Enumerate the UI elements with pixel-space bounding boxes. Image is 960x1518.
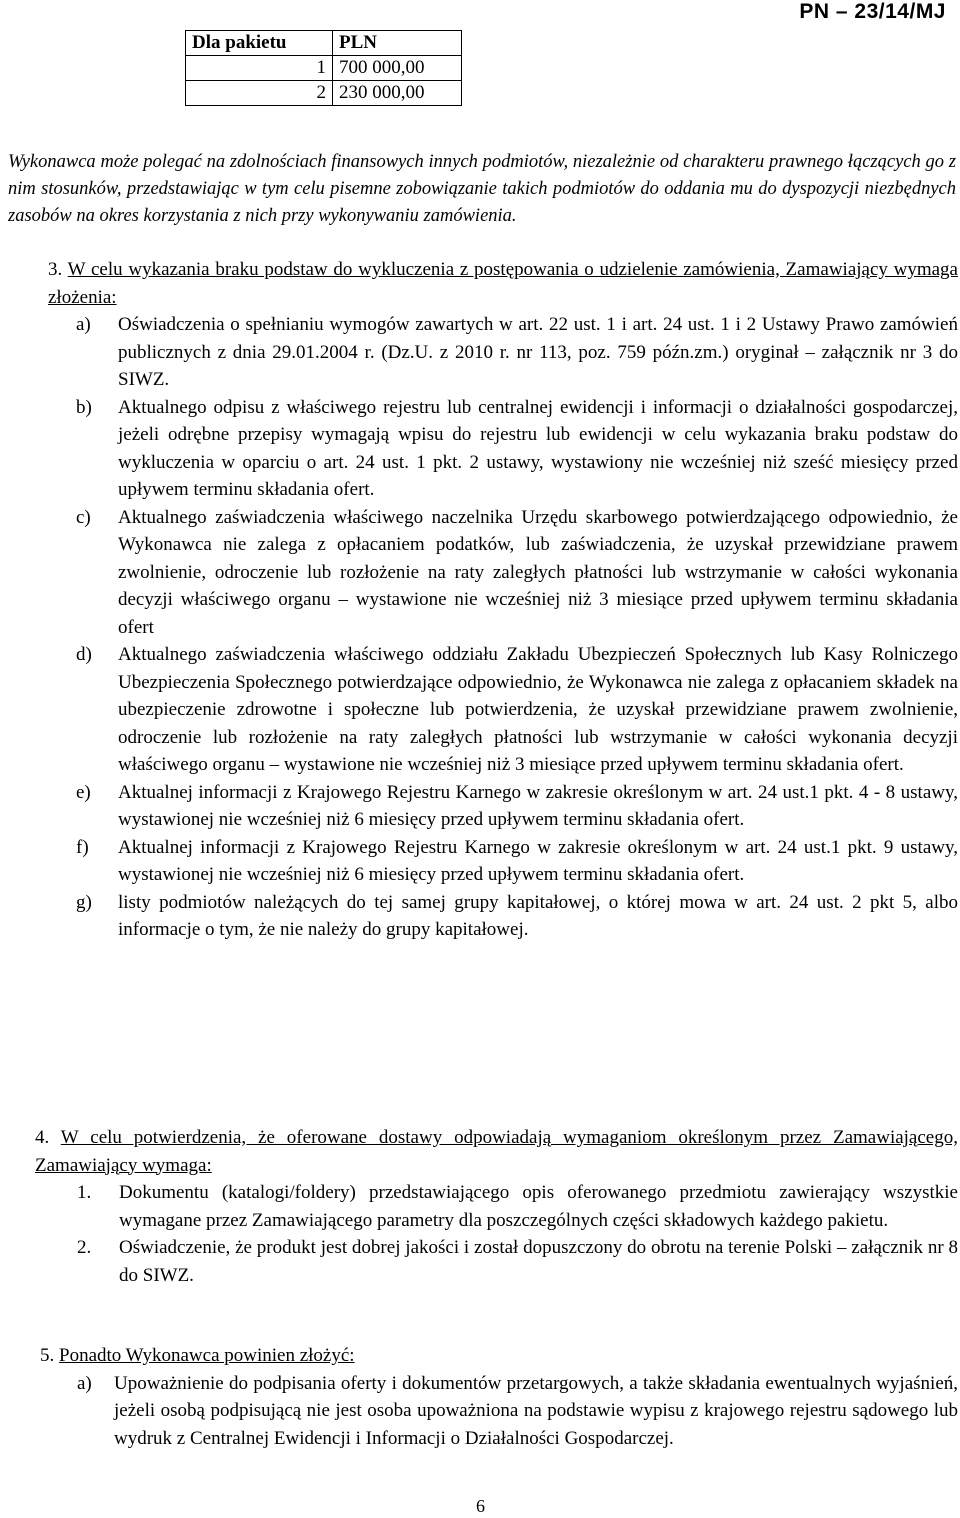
list-item: [77, 1179, 958, 1234]
list-item-label: a): [77, 1372, 92, 1394]
list-item-label: d): [76, 644, 92, 665]
section-4: [35, 1124, 958, 1289]
list-item-label: 1.: [77, 1182, 92, 1203]
page-number: 6: [476, 1496, 485, 1516]
list-item: [76, 641, 958, 779]
list-item-text: Oświadczenie, że produkt jest dobrej jakości i został dopuszczony do obrotu na terenie Polski – załącznik nr 8 do SIWZ.: [119, 1237, 958, 1286]
list-item: [77, 1370, 958, 1453]
list-item-label: g): [76, 891, 92, 913]
list-item: [77, 1234, 958, 1289]
list-item-text: Aktualnej informacji z Krajowego Rejestru Karnego w zakresie określonym w art. 24 ust.1 pkt. 4 - 8 ustawy, wystawionej nie wcześniej niż 6 miesięcy przed upływem terminu składania ofert.: [118, 781, 958, 830]
list-item-text: Aktualnego odpisu z właściwego rejestru lub centralnej ewidencji i informacji o działalności gospodarczej, jeżeli odrębne przepisy wymagają wpisu do rejestru lub ewidencji w celu wykazania braku podstaw do wykluczenia w oparciu o art. 24 ust. 1 pkt. 2 ustawy, wystawiony nie wcześniej niż sześć miesięcy przed upływem terminu składania ofert.: [118, 396, 958, 500]
section-5-heading-text: Ponadto Wykonawca powinien złożyć:: [59, 1345, 355, 1366]
table-cell-package: 2: [186, 81, 333, 106]
list-item-label: c): [76, 506, 91, 528]
document-code: PN – 23/14/MJ: [799, 0, 946, 23]
section-3: [48, 256, 958, 944]
table-cell-value: 230 000,00: [333, 81, 462, 106]
list-item-text: Oświadczenia o spełnianiu wymogów zawartych w art. 22 ust. 1 i art. 24 ust. 1 i 2 Ustawy Prawo zamówień publicznych z dnia 29.01.2004 r. (Dz.U. z 2010 r. nr 113, poz. 759 późn.zm.) oryginał – załącznik nr 3 do SIWZ.: [118, 314, 958, 390]
list-item-label: f): [76, 836, 89, 858]
list-item-text: Aktualnej informacji z Krajowego Rejestru Karnego w zakresie określonym w art. 24 ust.1 pkt. 9 ustawy, wystawionej nie wcześniej niż 6 miesięcy przed upływem terminu składania ofert.: [118, 836, 958, 885]
list-item-label: e): [76, 781, 91, 803]
section-5-number: 5.: [40, 1345, 55, 1366]
table-row: [186, 56, 462, 81]
list-item-text: Aktualnego zaświadczenia właściwego naczelnika Urzędu skarbowego potwierdzającego odpowiednio, że Wykonawca nie zalega z opłacaniem podatków, lub zaświadczenia, że uzyskał przewidziane prawem zwolnienie, odroczenie lub rozłożenie na raty zaległych płatności lub wstrzymanie w całości wykonania decyzji właściwego organu – wystawione nie wcześniej niż 3 miesiące przed upływem terminu składania ofert: [118, 506, 958, 638]
package-table: [185, 30, 462, 106]
table-cell-package: 1: [186, 56, 333, 81]
list-item-text: Upoważnienie do podpisania oferty i dokumentów przetargowych, a także składania ewentualnych wyjaśnień, jeżeli osobą podpisującą nie jest osoba upoważniona na podstawie wypisu z krajowego rejestru sądowego lub wydruk z Centralnej Ewidencji i Informacji o Działalności Gospodarczej.: [114, 1372, 958, 1449]
section-5-heading: [40, 1342, 958, 1370]
list-item: [76, 834, 958, 889]
table-row: [186, 81, 462, 106]
table-header-package: Dla pakietu: [186, 31, 333, 56]
list-item-label: 2.: [77, 1237, 92, 1258]
list-item: [76, 394, 958, 504]
list-item: [76, 311, 958, 394]
list-item-label: a): [76, 314, 91, 335]
list-item: [76, 889, 958, 944]
list-item: [76, 504, 958, 642]
list-item-text: listy podmiotów należących do tej samej grupy kapitałowej, o której mowa w art. 24 ust. 2 pkt 5, albo informacje o tym, że nie należy do grupy kapitałowej.: [118, 891, 958, 940]
section-5: [40, 1342, 958, 1452]
section-3-heading: [48, 256, 958, 311]
table-header-row: [186, 31, 462, 56]
section-4-heading-text: W celu potwierdzenia, że oferowane dostawy odpowiadają wymaganiom określonym przez Zamawiającego, Zamawiający wymaga:: [35, 1127, 958, 1176]
section-4-heading: [35, 1124, 958, 1179]
section-3-heading-text: W celu wykazania braku podstaw do wykluczenia z postępowania o udzielenie zamówienia, Zamawiający wymaga złożenia:: [48, 259, 958, 308]
table-header-pln: PLN: [333, 31, 462, 56]
list-item-label: b): [76, 396, 92, 418]
section-4-number: 4.: [35, 1127, 50, 1148]
list-item-text: Dokumentu (katalogi/foldery) przedstawiającego opis oferowanego przedmiotu zawierający wszystkie wymagane przez Zamawiającego parametry dla poszczególnych części składowych każdego pakietu.: [119, 1182, 958, 1231]
list-item-text: Aktualnego zaświadczenia właściwego oddziału Zakładu Ubezpieczeń Społecznych lub Kasy Rolniczego Ubezpieczenia Społecznego potwierdzające odpowiednio, że Wykonawca nie zalega z opłacaniem składek na ubezpieczenie zdrowotne i społeczne lub potwierdzenia, że uzyskał przewidziane prawem zwolnienie, odroczenie lub rozłożenie na raty zaległych płatności lub wstrzymanie w całości wykonania decyzji właściwego organu – wystawione nie wcześniej niż 3 miesiące przed upływem terminu składania ofert.: [118, 644, 958, 775]
intro-paragraph: Wykonawca może polegać na zdolnościach finansowych innych podmiotów, niezależnie od charakteru prawnego łączących go z nim stosunków, przedstawiając w tym celu pisemne zobowiązanie takich podmiotów do oddania mu do dyspozycji niezbędnych zasobów na okres korzystania z nich przy wykonywaniu zamówienia.: [8, 152, 956, 226]
list-item: [76, 779, 958, 834]
section-3-number: 3.: [48, 259, 63, 280]
table-cell-value: 700 000,00: [333, 56, 462, 81]
